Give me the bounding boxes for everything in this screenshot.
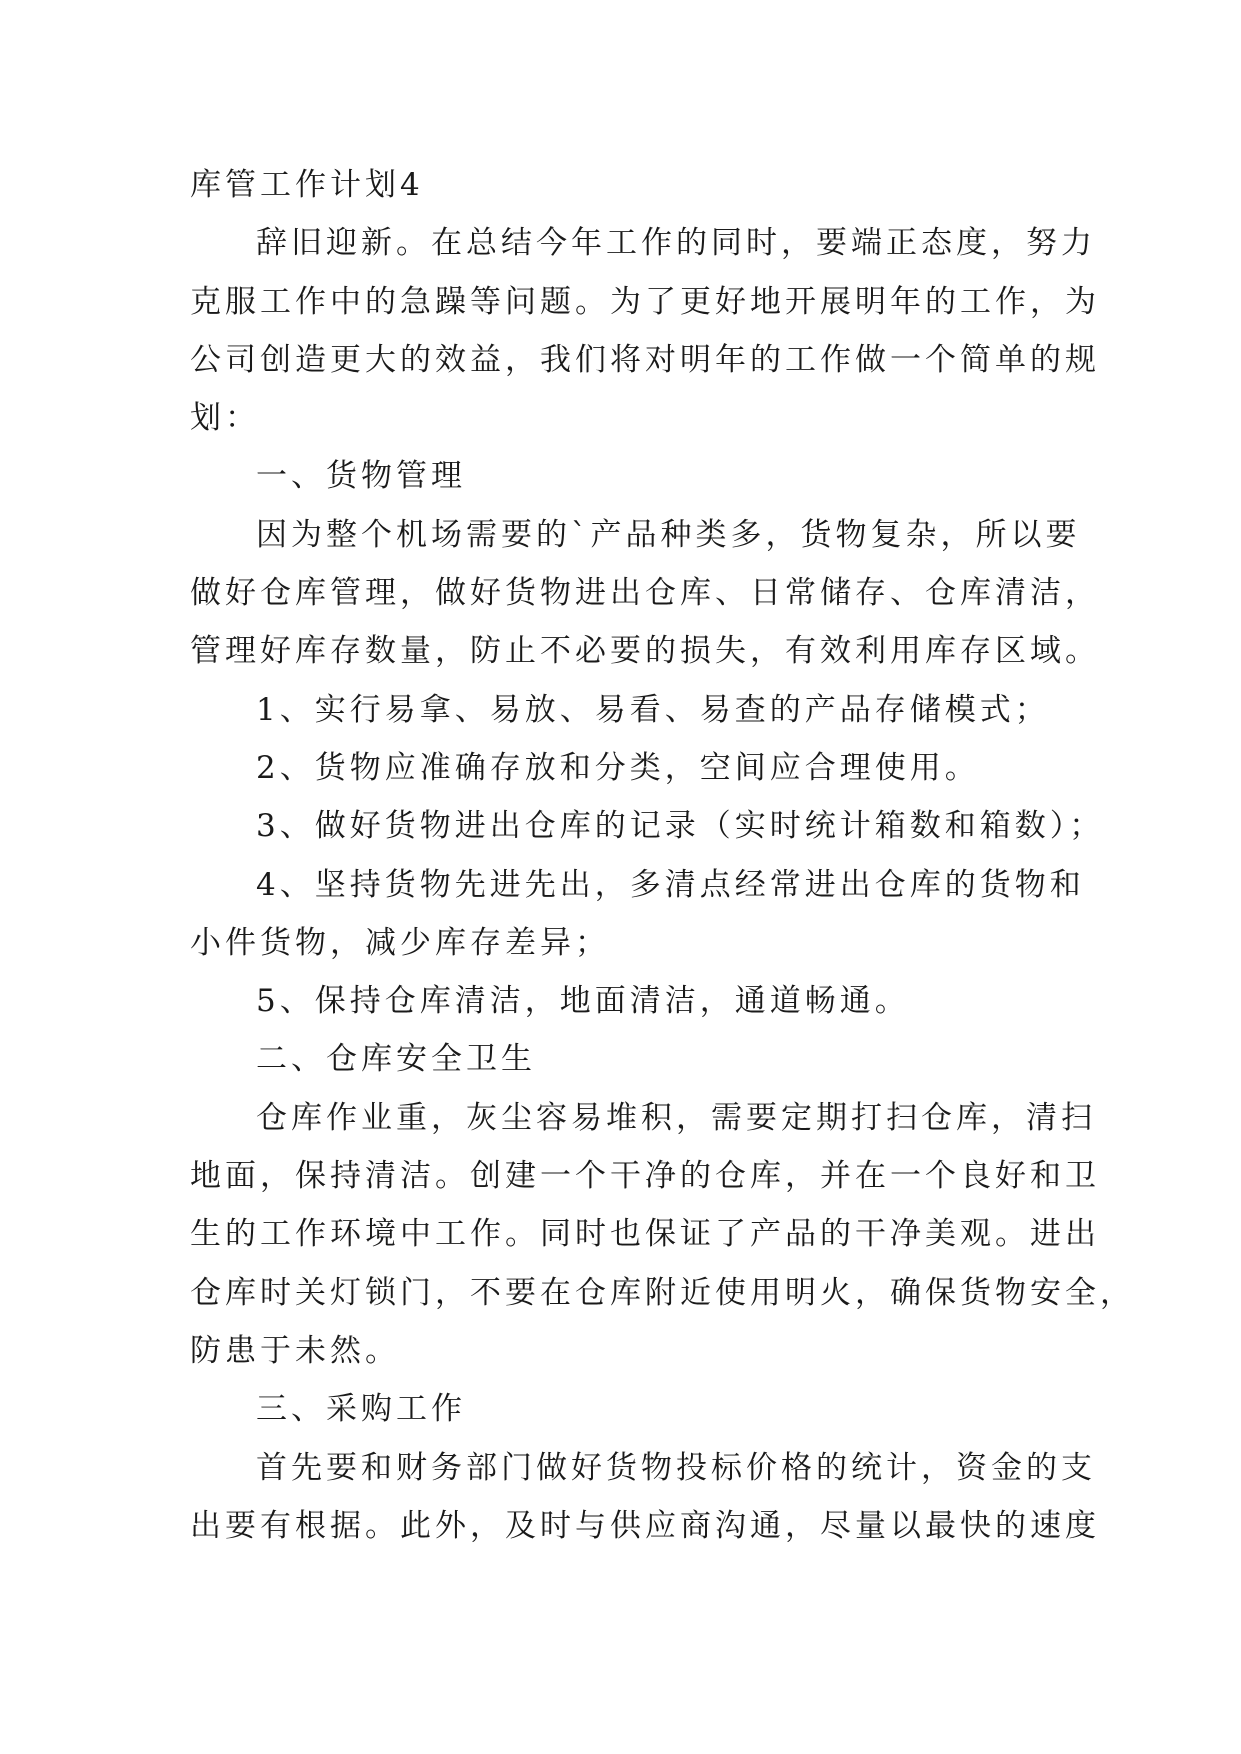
text-line: 二、仓库安全卫生 bbox=[256, 1041, 536, 1078]
text-line: 管理好库存数量，防止不必要的损失，有效利用库存区域。 bbox=[190, 633, 1100, 670]
text-line: 小件货物，减少库存差异； bbox=[190, 924, 610, 961]
text-line: 仓库作业重，灰尘容易堆积，需要定期打扫仓库，清扫 bbox=[256, 1099, 1096, 1136]
document-body bbox=[190, 156, 1135, 1555]
paragraph-lines bbox=[190, 214, 1135, 1555]
text-line: 5、保持仓库清洁，地面清洁，通道畅通。 bbox=[256, 983, 910, 1020]
text-line: 4、坚持货物先进先出，多清点经常进出仓库的货物和 bbox=[256, 866, 1085, 903]
text-line: 克服工作中的急躁等问题。为了更好地开展明年的工作，为 bbox=[190, 283, 1100, 320]
text-line: 3、做好货物进出仓库的记录（实时统计箱数和箱数）； bbox=[256, 808, 1105, 845]
text-line: 1、实行易拿、易放、易看、易查的产品存储模式； bbox=[256, 691, 1050, 728]
document-title: 库管工作计划4 bbox=[190, 167, 424, 203]
text-line: 防患于未然。 bbox=[190, 1332, 400, 1369]
text-line: 因为整个机场需要的`产品种类多，货物复杂，所以要 bbox=[256, 516, 1081, 553]
text-line: 出要有根据。此外，及时与供应商沟通，尽量以最快的速度 bbox=[190, 1507, 1100, 1544]
text-line: 三、采购工作 bbox=[256, 1391, 466, 1428]
text-line: 首先要和财务部门做好货物投标价格的统计，资金的支 bbox=[256, 1449, 1096, 1486]
text-line: 划： bbox=[190, 400, 260, 437]
text-line: 一、货物管理 bbox=[256, 458, 466, 495]
text-line: 仓库时关灯锁门，不要在仓库附近使用明火，确保货物安全， bbox=[190, 1274, 1135, 1311]
text-line: 做好仓库管理，做好货物进出仓库、日常储存、仓库清洁， bbox=[190, 575, 1100, 612]
text-line: 公司创造更大的效益，我们将对明年的工作做一个简单的规 bbox=[190, 341, 1100, 378]
text-line: 2、货物应准确存放和分类，空间应合理使用。 bbox=[256, 749, 980, 786]
text-line: 生的工作环境中工作。同时也保证了产品的干净美观。进出 bbox=[190, 1216, 1100, 1253]
text-line: 地面，保持清洁。创建一个干净的仓库，并在一个良好和卫 bbox=[190, 1158, 1100, 1195]
text-line: 辞旧迎新。在总结今年工作的同时，要端正态度，努力 bbox=[256, 225, 1096, 262]
